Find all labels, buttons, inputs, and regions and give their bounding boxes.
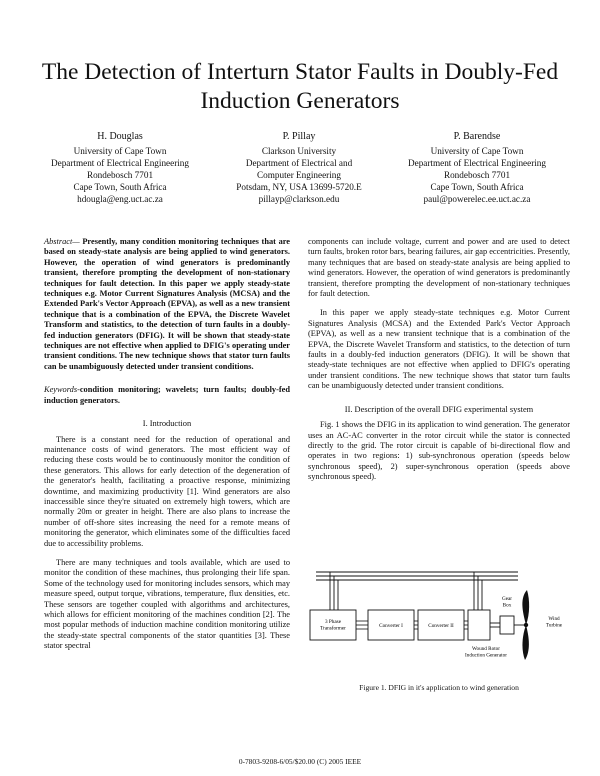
author-affiliation: Cape Town, South Africa — [430, 182, 524, 192]
label-line: Induction Generator — [465, 652, 507, 659]
turbine-label — [546, 616, 563, 629]
dfig-diagram — [308, 566, 570, 676]
author-affiliation: Rondebosch 7701 — [86, 170, 154, 180]
author-email: hdougla@eng.uct.ac.za — [77, 194, 163, 204]
gearbox-box — [500, 616, 514, 634]
label-line: Gear — [501, 596, 513, 602]
section-heading: I. Introduction — [142, 419, 192, 429]
author-affiliation: Computer Engineering — [257, 170, 341, 180]
author-name: H. Douglas — [97, 131, 143, 142]
left-column — [44, 237, 290, 652]
turbine-blade — [522, 625, 528, 660]
author-affiliation: University of Cape Town — [430, 146, 524, 156]
paper-title: The Detection of Interturn Stator Faults in Doubly-Fed Induction Generators — [41, 59, 559, 114]
author-affiliation: Department of Electrical and — [245, 158, 353, 168]
label-line: Wind — [548, 616, 560, 622]
paragraph: In this paper we apply steady-state techniques e.g. Motor Current Signatures Analysis (MCSA) and the Extended Park's Vector Approach (EPVA), as well as a new transient technique that is a combination of the EPVA, the Discrete Wavelet Transform and statistics, to the detection of turn faults in a doubly-fed induction generators (DFIG). It will be shown that steady-state techniques are not effective when applied to DFIG's operating under transient conditions. The new technique shows that stator turn faults can be unambiguously detected under transient conditions. — [308, 308, 570, 391]
copyright-footer: 0-7803-9208-6/05/$20.00 (C) 2005 IEEE — [238, 757, 362, 766]
right-column — [308, 237, 570, 483]
author-affiliation: Potsdam, NY, USA 13699-5720.E — [236, 182, 362, 192]
author-name: P. Pillay — [282, 131, 316, 142]
author-affiliation: University of Cape Town — [73, 146, 167, 156]
paragraph: There are many techniques and tools available, which are used to monitor the condition of these machines, thus prolonging their life span. Some of the technology used for monitoring includes sensors, which may measure speed, output torque, vibrations, temperature, flux densities, etc. These sensors are together coupled with algorithms and architectures, which allows for efficient monitoring of the machines condition [2]. The most popular methods of induction machine condition monitoring utilize the steady-state spectral components of the stator quantities [3]. These stator spectral — [44, 557, 290, 651]
converter-1-label: Converter I — [379, 623, 403, 629]
author-email: paul@powerelec.ee.uct.ac.za — [423, 194, 531, 204]
author-email: pillayp@clarkson.edu — [258, 194, 340, 204]
author-affiliation: Department of Electrical Engineering — [50, 158, 189, 168]
turbine-blade — [522, 590, 529, 625]
paragraph: Fig. 1 shows the DFIG in its application to wind generation. The generator uses an AC-AC converter in the rotor circuit while the stator is connected directly to the grid. The rotor circuit is capable of bi-directional flow and operates in two regions: 1) sub-synchronous operation (speeds below synchronous speed), 2) super-synchronous operation (speeds above synchronous speed). — [308, 420, 570, 482]
keywords: Keywords-condition monitoring; wavelets; turn faults; doubly-fed induction generators. — [44, 385, 290, 405]
abstract: Abstract— Presently, many condition monitoring techniques that are based on steady-state analysis are being applied to wind generators. However, the operation of wind generators is predominantly transient, therefore prompting the development of non-stationary techniques for fault detection. In this paper we apply steady-state techniques e.g. Motor Current Signatures Analysis (MCSA) and the Extended Park's Vector Approach (EPVA), as well as a new transient technique that is a combination of the EPVA, the Discrete Wavelet Transform and statistics, to the detection of turn faults in a doubly-fed induction generators (DFIG). It will be shown that steady-state techniques are not effective when applied to DFIG's operating under transient conditions. The new technique shows that stator turn faults can be unambiguously detected under transient conditions. — [44, 237, 290, 371]
author-affiliation: Department of Electrical Engineering — [407, 158, 546, 168]
generator-label — [465, 646, 507, 659]
author-affiliation: Rondebosch 7701 — [443, 170, 511, 180]
author-block-2 — [204, 130, 394, 205]
label-line: Turbine — [545, 622, 563, 629]
turbine-hub — [524, 623, 528, 627]
label-line: Wound Rotor — [472, 646, 500, 652]
gearbox-label — [502, 596, 512, 609]
paragraph: components can include voltage, current and power and are used to detect turn faults, broken rotor bars, bearing failures, air gap eccentricities. Presently, many techniques that are based on steady-state analysis are being applied to wind generators. However, the operation of wind generators is predominantly transient, therefore prompting the development of non-stationary techniques for fault detection. — [308, 237, 570, 299]
author-affiliation: Cape Town, South Africa — [73, 182, 167, 192]
label-line: 3 Phase — [325, 619, 341, 625]
paragraph: There is a constant need for the reduction of operational and maintenance costs of wind generators. The most efficient way of reducing these costs would be to continuously monitor the condition of these generators. This allows for early detection of the degeneration of the generator's health, facilitating a proactive response, minimizing downtime, and maximizing productivity [1]. Wind generators are also inaccessible since they're situated on extremely high towers, which are normally 20m or greater in height. There are also plans to increase the number of off-shore sites increasing the need for a remote means of monitoring the generator, which eliminates some of the difficulties faced due to accessibility problems. — [44, 434, 290, 548]
generator-box — [468, 610, 490, 640]
section-heading: II. Description of the overall DFIG experimental system — [344, 404, 534, 414]
author-affiliation: Clarkson University — [261, 146, 337, 156]
author-block-3 — [382, 130, 572, 205]
label-line: Box — [502, 602, 512, 609]
figure-caption: Figure 1. DFIG in it's application to wind generation — [359, 683, 519, 692]
author-name: P. Barendse — [453, 131, 501, 142]
label-line: Transformer — [320, 625, 346, 632]
converter-2-label: Converter II — [428, 623, 454, 629]
author-block-1 — [25, 130, 215, 205]
